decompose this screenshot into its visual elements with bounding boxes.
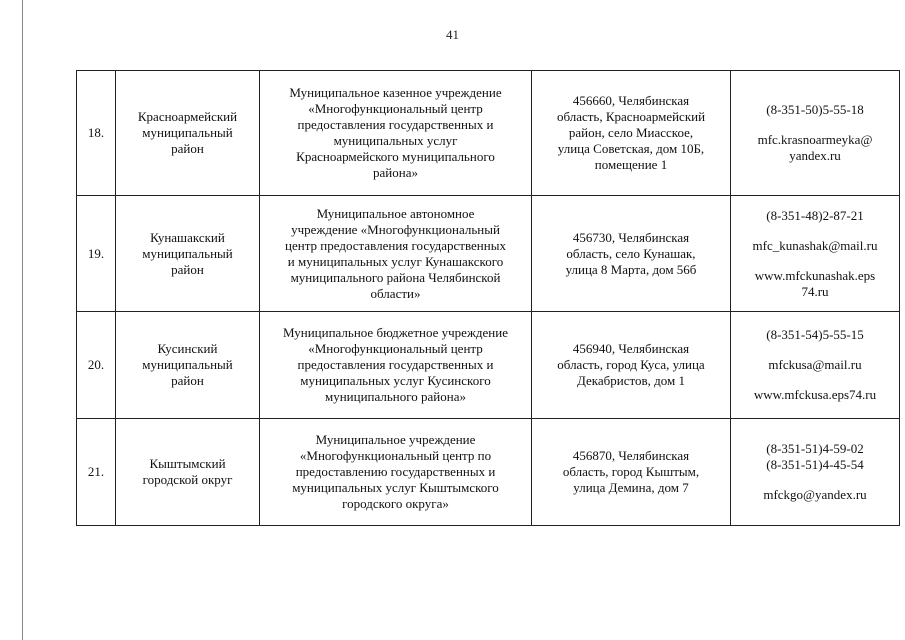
website-link: www.mfckusa.eps74.ru — [753, 387, 877, 402]
organization-line: городского округа» — [342, 496, 449, 511]
table-row — [77, 196, 900, 312]
phone-number: (8-351-54)5-55-15 — [766, 327, 864, 342]
organization-line: Муниципальное автономное — [316, 205, 475, 221]
organization-line: муниципальных услуг Кусинского — [300, 373, 491, 388]
district-line: Красноармейский — [137, 109, 238, 124]
organization-cell — [260, 419, 532, 526]
website-link: www.mfckunashak.eps — [754, 267, 876, 283]
phone-number: (8-351-50)5-55-18 — [766, 102, 864, 117]
address-line: область, Красноармейский — [556, 109, 706, 124]
contacts-cell — [731, 196, 900, 312]
email-address: mfc.krasnoarmeyka@ — [757, 132, 873, 147]
organization-line: Муниципальное бюджетное учреждение — [283, 325, 508, 340]
table-row — [77, 419, 900, 526]
contacts-cell — [731, 71, 900, 196]
address-cell — [532, 312, 731, 419]
address-cell — [532, 419, 731, 526]
row-number: 21. — [77, 419, 116, 526]
page-edge-rule — [22, 0, 23, 640]
email-address: mfc_kunashak@mail.ru — [752, 237, 878, 253]
district-cell — [116, 196, 260, 312]
district-line: муниципальный — [142, 245, 233, 261]
district-line: Кыштымский — [149, 456, 226, 471]
district-line: муниципальный — [142, 125, 233, 140]
district-line: муниципальный — [142, 357, 233, 372]
address-line: область, город Кыштым, — [562, 464, 700, 479]
address-line: улица Демина, дом 7 — [573, 480, 689, 495]
address-line: Декабристов, дом 1 — [576, 373, 686, 388]
organization-cell — [260, 71, 532, 196]
row-number: 19. — [77, 196, 116, 312]
district-line: Кусинский — [157, 341, 218, 356]
district-line: район — [171, 373, 204, 388]
district-cell — [116, 419, 260, 526]
organization-line: муниципального района» — [325, 389, 466, 404]
table-row — [77, 71, 900, 196]
organization-line: Красноармейского муниципального — [296, 149, 495, 164]
organization-cell — [260, 196, 532, 312]
address-line: улица 8 Марта, дом 56б — [565, 261, 697, 277]
email-address: yandex.ru — [789, 148, 841, 163]
organization-line: муниципального района Челябинской — [290, 269, 501, 285]
address-line: помещение 1 — [594, 157, 668, 172]
district-line: район — [171, 261, 204, 277]
district-line: район — [171, 141, 204, 156]
address-line: 456870, Челябинская — [572, 448, 690, 463]
organization-line: предоставлению государственных и — [295, 464, 496, 479]
phone-number: (8-351-51)4-45-54 — [766, 457, 864, 472]
organization-line: муниципальных услуг — [333, 133, 458, 148]
district-cell — [116, 71, 260, 196]
organization-line: и муниципальных услуг Кунашакского — [287, 253, 504, 269]
contacts-cell — [731, 312, 900, 419]
organization-cell — [260, 312, 532, 419]
organization-line: района» — [373, 165, 418, 180]
address-line: область, город Куса, улица — [557, 357, 705, 372]
website-link: 74.ru — [801, 283, 829, 299]
district-cell — [116, 312, 260, 419]
organization-line: «Многофункциональный центр по — [299, 448, 492, 463]
district-line: Кунашакский — [150, 229, 225, 245]
address-line: 456660, Челябинская — [572, 93, 690, 108]
contacts-cell — [731, 419, 900, 526]
district-line: городской округ — [142, 472, 233, 487]
organization-line: Муниципальное казенное учреждение — [289, 85, 502, 100]
organization-line: муниципальных услуг Кыштымского — [292, 480, 499, 495]
row-number: 18. — [77, 71, 116, 196]
organization-line: предоставления государственных и — [297, 357, 494, 372]
row-number: 20. — [77, 312, 116, 419]
organization-line: центр предоставления государственных — [285, 237, 506, 253]
email-address: mfckgo@yandex.ru — [763, 487, 867, 502]
phone-number: (8-351-51)4-59-02 — [766, 441, 864, 456]
organization-line: Муниципальное учреждение — [315, 432, 476, 447]
address-line: район, село Миасское, — [568, 125, 694, 140]
address-line: 456940, Челябинская — [572, 341, 690, 356]
address-line: 456730, Челябинская — [572, 229, 690, 245]
organization-line: области» — [370, 285, 421, 301]
address-line: область, село Кунашак, — [566, 245, 696, 261]
address-cell — [532, 71, 731, 196]
organization-line: учреждение «Многофункциональный — [291, 221, 500, 237]
phone-number: (8-351-48)2-87-21 — [766, 207, 864, 223]
organization-line: «Многофункциональный центр — [308, 341, 483, 356]
organization-line: предоставления государственных и — [297, 117, 494, 132]
mfc-registry-table — [76, 70, 900, 526]
address-cell — [532, 196, 731, 312]
page-number: 41 — [446, 27, 459, 42]
table-row — [77, 312, 900, 419]
email-address: mfckusa@mail.ru — [768, 357, 862, 372]
organization-line: «Многофункциональный центр — [308, 101, 483, 116]
address-line: улица Советская, дом 10Б, — [557, 141, 705, 156]
